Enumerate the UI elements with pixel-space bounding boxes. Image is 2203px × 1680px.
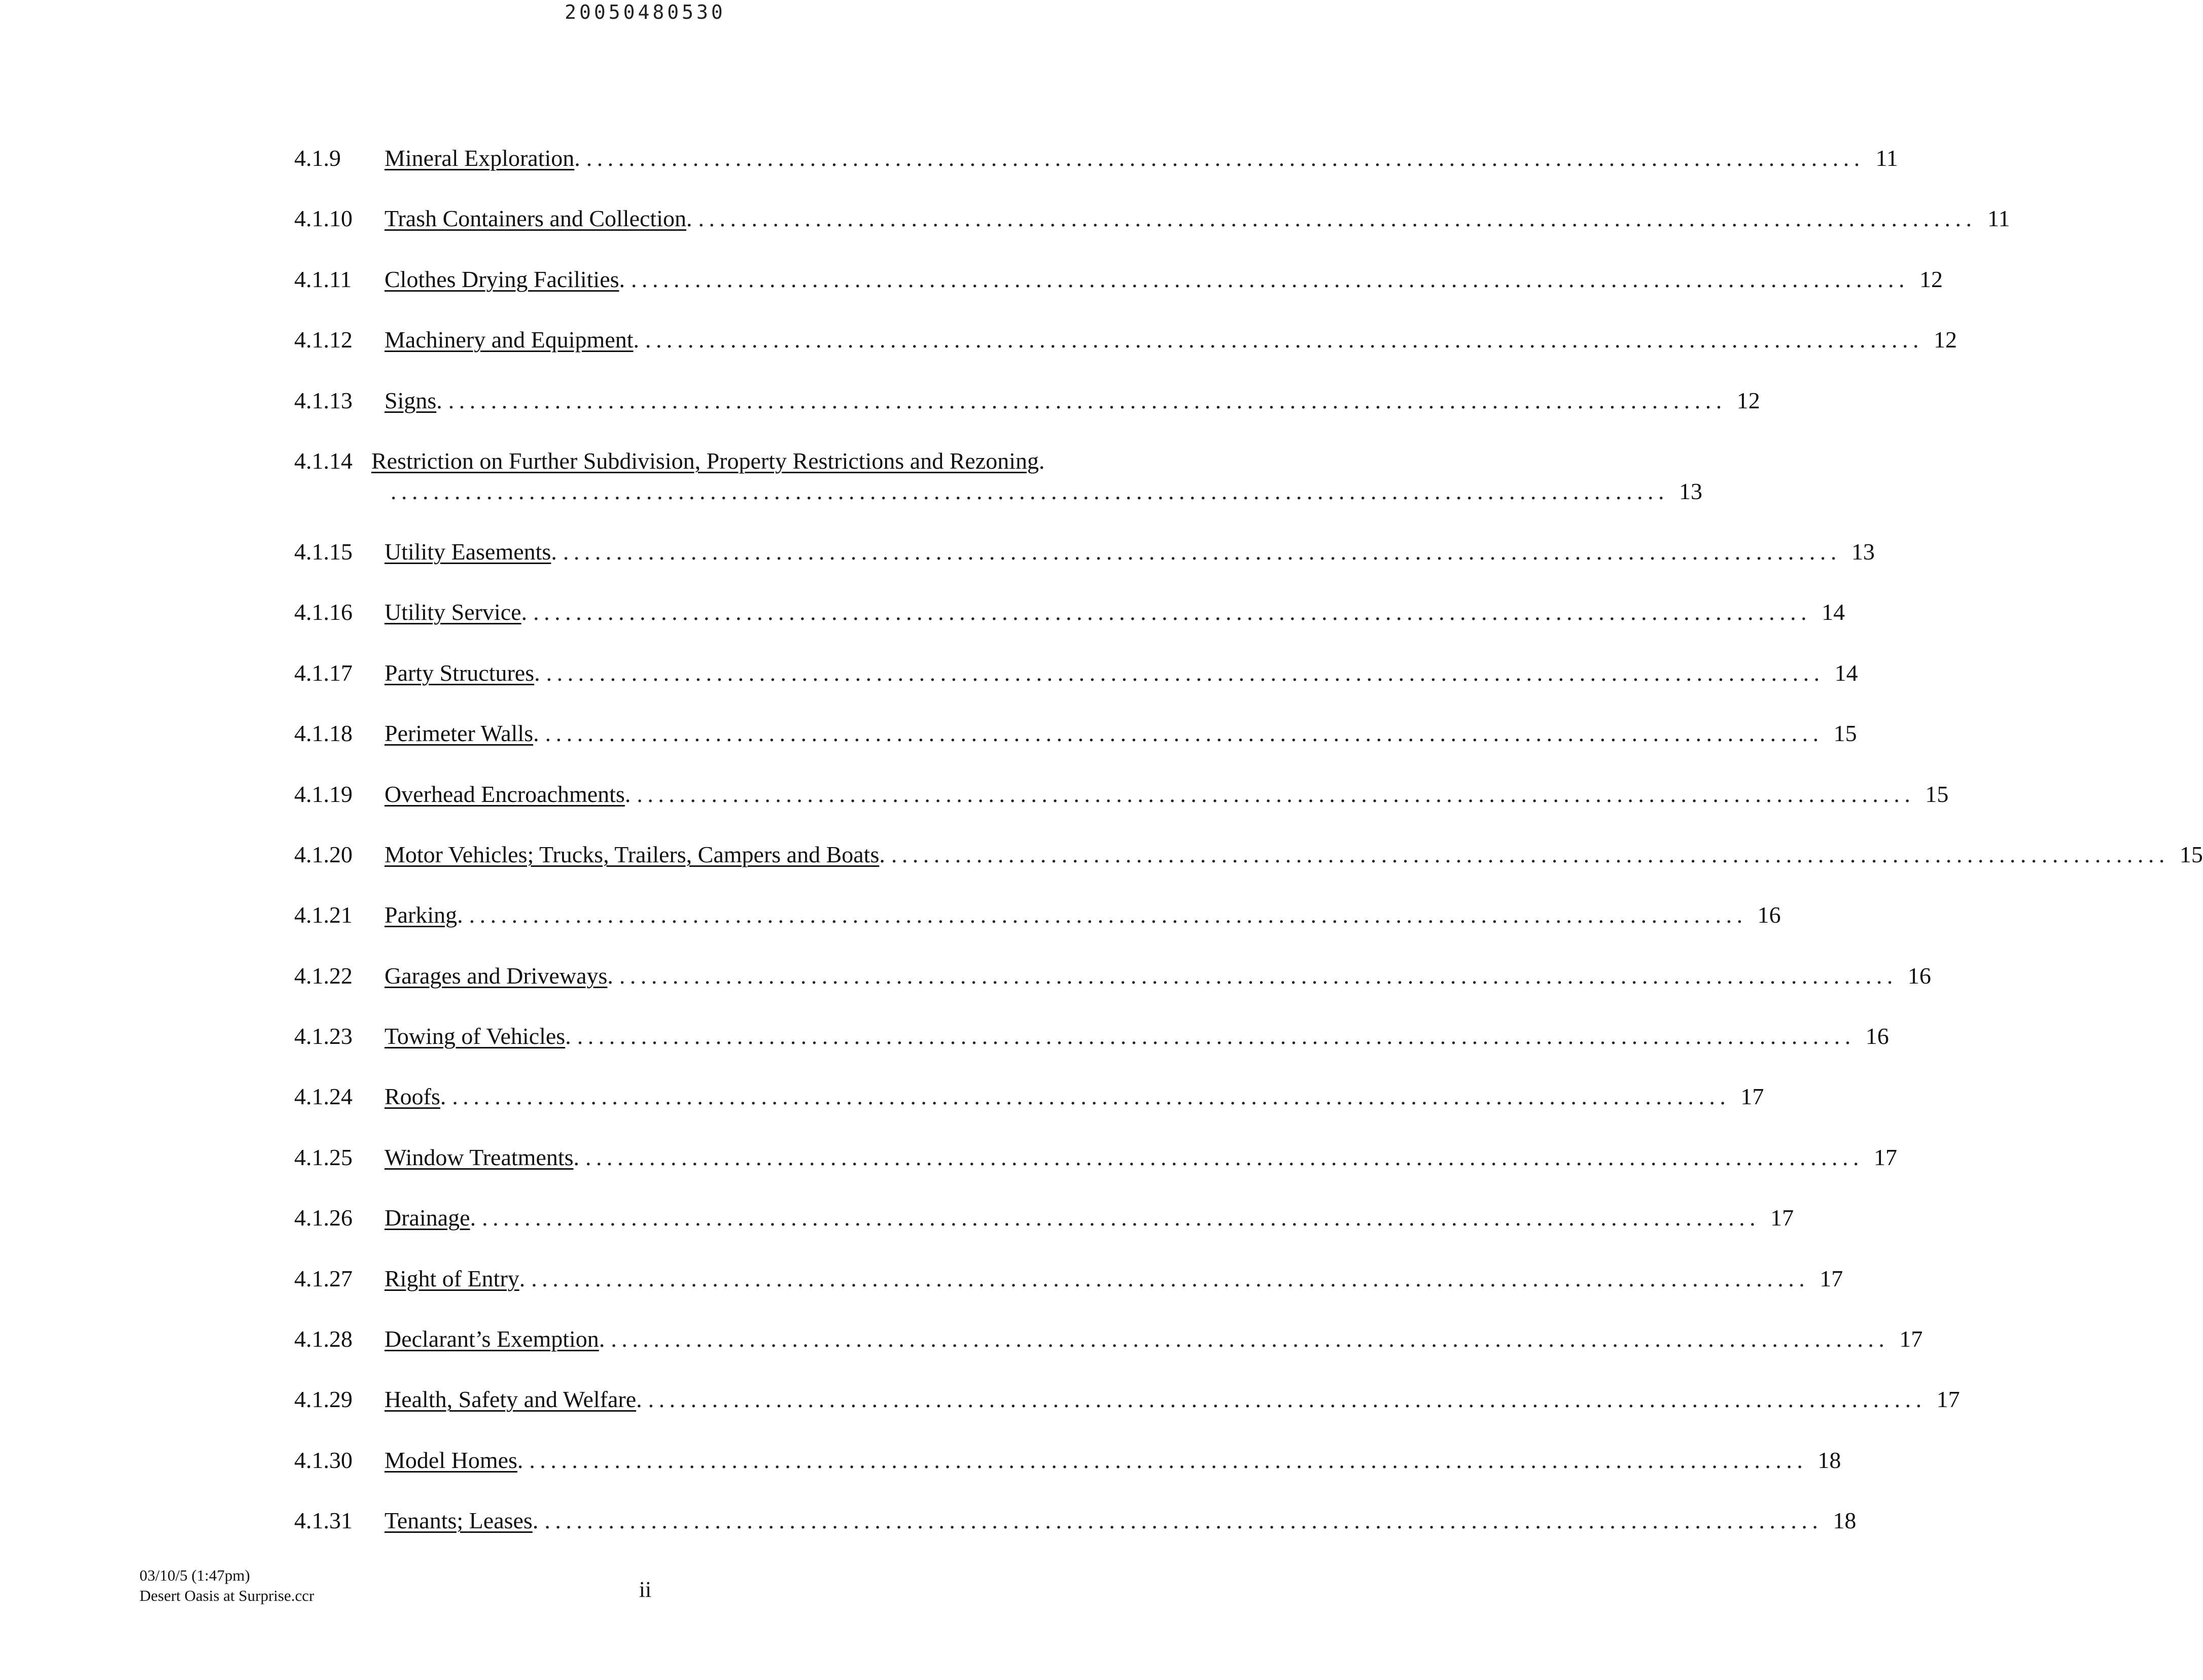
dot-leader: ........................................................................................................................ (585, 1144, 1864, 1170)
toc-entry-page: 11 (1987, 205, 2010, 232)
toc-entry[interactable]: 4.1.11 Clothes Drying Facilities . ........................................................................................................................ 12 (294, 264, 1136, 325)
toc-entry-title[interactable]: Utility Service (384, 599, 521, 625)
toc-entry-page: 17 (1936, 1386, 1960, 1413)
toc-entry[interactable]: 4.1.24 Roofs . ........................................................................................................................ 17 (294, 1081, 1136, 1142)
dot-leader: ........................................................................................................................ (648, 1386, 1927, 1413)
dot-leader: ........................................................................................................................ (563, 538, 1841, 565)
toc-entry[interactable]: 4.1.14 Restriction on Further Subdivision, Property Restrictions and Rezoning . ........................................................................................................................ 13 (294, 446, 1136, 537)
toc-entry[interactable]: 4.1.21 Parking . ........................................................................................................................ 16 (294, 900, 1136, 960)
toc-entry-page: 15 (2179, 841, 2203, 867)
toc-entry-number: 4.1.16 (294, 599, 353, 625)
toc-entry-title[interactable]: Right of Entry (384, 1265, 519, 1291)
dot-leader: ........................................................................................................................ (619, 962, 1898, 989)
toc-entry[interactable]: 4.1.29 Health, Safety and Welfare . ........................................................................................................................ 17 (294, 1384, 1136, 1445)
toc-entry-title[interactable]: Model Homes (384, 1447, 517, 1473)
toc-entry-title[interactable]: Party Structures (384, 659, 535, 686)
toc-entry-page: 18 (1833, 1508, 1857, 1534)
dot-leader: ........................................................................................................................ (611, 1326, 1890, 1352)
toc-entry-page: 17 (1899, 1326, 1923, 1352)
toc-entry-page: 13 (1679, 478, 1702, 504)
toc-entry-number: 4.1.26 (294, 1205, 353, 1231)
toc-entry[interactable]: 4.1.16 Utility Service . ........................................................................................................................ 14 (294, 597, 1136, 657)
dot-leader: ........................................................................................................................ (545, 720, 1824, 747)
dot-leader: ........................................................................................................................ (391, 478, 1669, 504)
toc-entry-page: 12 (1736, 387, 1760, 413)
toc-entry-page: 13 (1851, 538, 1875, 565)
toc-entry-page: 17 (1820, 1265, 1843, 1291)
toc-entry[interactable]: 4.1.13 Signs . ........................................................................................................................ 12 (294, 386, 1136, 446)
toc-entry[interactable]: 4.1.26 Drainage . ........................................................................................................................ 17 (294, 1203, 1136, 1263)
toc-entry[interactable]: 4.1.18 Perimeter Walls . ........................................................................................................................ 15 (294, 718, 1136, 779)
toc-entry-number: 4.1.20 (294, 841, 353, 867)
toc-entry-title[interactable]: Drainage (384, 1205, 470, 1231)
dot-leader: ........................................................................................................................ (531, 1265, 1810, 1291)
toc-entry[interactable]: 4.1.27 Right of Entry . ........................................................................................................................ 17 (294, 1264, 1136, 1324)
toc-entry-page: 15 (1925, 781, 1949, 807)
toc-entry[interactable]: 4.1.15 Utility Easements . ........................................................................................................................ 13 (294, 537, 1136, 597)
dot-leader: ........................................................................................................................ (637, 781, 1915, 807)
dot-leader: ........................................................................................................................ (577, 1023, 1856, 1049)
toc-entry[interactable]: 4.1.9 Mineral Exploration . ........................................................................................................................ 11 (294, 143, 1136, 203)
toc-entry-title[interactable]: Parking (384, 902, 458, 928)
toc-entry[interactable]: 4.1.19 Overhead Encroachments . ........................................................................................................................ 15 (294, 779, 1136, 839)
toc-entry[interactable]: 4.1.20 Motor Vehicles; Trucks, Trailers, Campers and Boats . ........................................................................................................................ 15 (294, 839, 1136, 900)
toc-entry-title[interactable]: Overhead Encroachments (384, 781, 625, 807)
toc-entry-number: 4.1.23 (294, 1023, 353, 1049)
dot-leader: ........................................................................................................................ (698, 205, 1977, 232)
toc-entry[interactable]: 4.1.28 Declarant’s Exemption . ........................................................................................................................ 17 (294, 1324, 1136, 1384)
toc-entry-page: 16 (1907, 962, 1931, 989)
toc-entry-number: 4.1.29 (294, 1386, 353, 1413)
footer-filename: Desert Oasis at Surprise.ccr (139, 1587, 314, 1604)
toc-entry[interactable]: 4.1.10 Trash Containers and Collection . ........................................................................................................................ 11 (294, 203, 1136, 264)
toc-entry-number: 4.1.12 (294, 327, 353, 353)
dot-leader: ........................................................................................................................ (529, 1447, 1808, 1473)
toc-entry-number: 4.1.18 (294, 720, 353, 747)
toc-entry-title[interactable]: Health, Safety and Welfare (384, 1386, 637, 1413)
table-of-contents (294, 143, 2203, 1566)
toc-entry[interactable]: 4.1.31 Tenants; Leases . ........................................................................................................................ 18 (294, 1506, 1136, 1566)
dot-leader: ........................................................................................................................ (452, 1083, 1731, 1110)
dot-leader: ........................................................................................................................ (482, 1205, 1761, 1231)
dot-leader: ........................................................................................................................ (586, 145, 1865, 171)
toc-entry-page: 17 (1874, 1144, 1898, 1170)
toc-entry[interactable]: 4.1.23 Towing of Vehicles . ........................................................................................................................ 16 (294, 1021, 1136, 1081)
dot-leader: ........................................................................................................................ (891, 841, 2170, 867)
toc-entry-title[interactable]: Restriction on Further Subdivision, Property Restrictions and Rezoning (371, 447, 1039, 474)
toc-entry-number: 4.1.31 (294, 1508, 353, 1534)
toc-entry-page: 17 (1740, 1083, 1764, 1110)
toc-entry-page: 17 (1770, 1205, 1794, 1231)
toc-entry-number: 4.1.17 (294, 659, 353, 686)
toc-entry-page: 15 (1833, 720, 1857, 747)
dot-leader: ........................................................................................................................ (544, 1508, 1823, 1534)
toc-entry-title[interactable]: Roofs (384, 1083, 440, 1110)
toc-entry[interactable]: 4.1.22 Garages and Driveways . ........................................................................................................................ 16 (294, 961, 1136, 1021)
dot-leader: ........................................................................................................................ (645, 327, 1924, 353)
toc-entry-title[interactable]: Signs (384, 387, 437, 413)
toc-entry-title[interactable]: Garages and Driveways (384, 962, 608, 989)
toc-entry-title[interactable]: Machinery and Equipment (384, 327, 634, 353)
toc-entry-title[interactable]: Trash Containers and Collection (384, 205, 686, 232)
toc-entry-title[interactable]: Utility Easements (384, 538, 551, 565)
toc-entry-number: 4.1.10 (294, 205, 353, 232)
dot-leader: ........................................................................................................................ (469, 902, 1747, 928)
toc-entry-number: 4.1.21 (294, 902, 353, 928)
toc-entry-number: 4.1.11 (294, 266, 352, 292)
toc-entry-title[interactable]: Towing of Vehicles (384, 1023, 566, 1049)
toc-entry-number: 4.1.14 (294, 447, 353, 474)
toc-entry[interactable]: 4.1.30 Model Homes . ........................................................................................................................ 18 (294, 1445, 1136, 1506)
toc-entry-number: 4.1.9 (294, 145, 341, 171)
toc-entry-number: 4.1.27 (294, 1265, 353, 1291)
toc-entry-number: 4.1.19 (294, 781, 353, 807)
toc-entry-page: 14 (1822, 599, 1845, 625)
toc-entry-page: 14 (1834, 659, 1858, 686)
toc-entry-page: 18 (1817, 1447, 1841, 1473)
toc-entry-page: 16 (1865, 1023, 1889, 1049)
toc-entry-number: 4.1.28 (294, 1326, 353, 1352)
toc-entry-number: 4.1.15 (294, 538, 353, 565)
toc-entry-page: 16 (1757, 902, 1781, 928)
toc-entry-number: 4.1.24 (294, 1083, 353, 1110)
toc-entry-page: 11 (1875, 145, 1898, 171)
toc-entry-page: 12 (1919, 266, 1943, 292)
dot-leader: ........................................................................................................................ (631, 266, 1910, 292)
toc-entry-title[interactable]: Window Treatments (384, 1144, 574, 1170)
dot-leader: ........................................................................................................................ (546, 659, 1825, 686)
toc-entry-title[interactable]: Motor Vehicles; Trucks, Trailers, Campers and Boats (384, 841, 880, 867)
toc-entry-title[interactable]: Mineral Exploration (384, 145, 575, 171)
toc-entry[interactable]: 4.1.25 Window Treatments . ........................................................................................................................ 17 (294, 1142, 1136, 1203)
toc-entry-page: 12 (1934, 327, 1957, 353)
page-number: ii (639, 1577, 652, 1602)
toc-entry-title[interactable]: Clothes Drying Facilities (384, 266, 619, 292)
toc-entry-title[interactable]: Perimeter Walls (384, 720, 534, 747)
toc-entry-number: 4.1.30 (294, 1447, 353, 1473)
toc-entry-title[interactable]: Declarant’s Exemption (384, 1326, 599, 1352)
toc-entry-number: 4.1.25 (294, 1144, 353, 1170)
dot-leader: ........................................................................................................................ (448, 387, 1727, 413)
document-number: 20050480530 (565, 1, 726, 23)
dot-leader: ........................................................................................................................ (533, 599, 1812, 625)
toc-entry-number: 4.1.13 (294, 387, 353, 413)
toc-entry[interactable]: 4.1.17 Party Structures . ........................................................................................................................ 14 (294, 658, 1136, 718)
toc-entry-number: 4.1.22 (294, 962, 353, 989)
footer-date: 03/10/5 (1:47pm) (139, 1566, 250, 1584)
toc-entry-title[interactable]: Tenants; Leases (384, 1508, 533, 1534)
toc-entry[interactable]: 4.1.12 Machinery and Equipment . ........................................................................................................................ 12 (294, 325, 1136, 385)
